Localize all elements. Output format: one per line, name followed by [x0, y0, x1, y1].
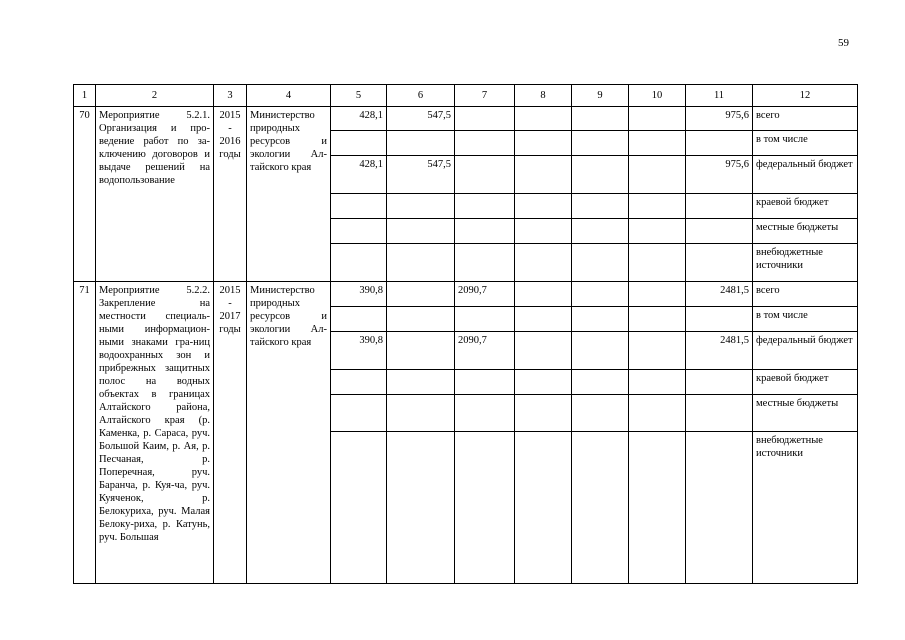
value-cell — [331, 194, 387, 219]
value-cell — [515, 194, 572, 219]
value-cell — [455, 107, 515, 131]
page-number: 59 — [838, 37, 849, 49]
value-cell — [331, 370, 387, 395]
value-cell — [455, 307, 515, 332]
value-cell: 2481,5 — [686, 332, 753, 370]
row-number: 70 — [74, 107, 96, 282]
value-cell — [629, 282, 686, 307]
value-cell — [629, 432, 686, 584]
funding-source: краевой бюджет — [753, 194, 858, 219]
value-cell — [629, 107, 686, 131]
funding-source: местные бюджеты — [753, 395, 858, 432]
header-cell: 5 — [331, 85, 387, 107]
activity-executor: Министерство природных ресурсов и экологии Ал-тайского края — [247, 282, 331, 584]
value-cell: 428,1 — [331, 107, 387, 131]
value-cell: 428,1 — [331, 156, 387, 194]
table-row — [74, 282, 858, 307]
value-cell — [515, 370, 572, 395]
value-cell — [572, 395, 629, 432]
value-cell — [387, 370, 455, 395]
value-cell: 390,8 — [331, 332, 387, 370]
value-cell: 975,6 — [686, 156, 753, 194]
funding-source: всего — [753, 107, 858, 131]
activity-name: Мероприятие 5.2.2. Закрепление на местности специаль-ными информацион-ными знаками гра-ниц водоохранных зон и прибрежных защитных полос на водных объектах в границах Алтайского района, Алтайского края (р. Каменка, р. Сараса, руч. Большой Каим, р. Ая, р. Песчаная, р. Поперечная, руч. Баранча, р. Куя-ча, руч. Куяченок, р. Белокуриха, руч. Малая Белоку-риха, р. Катунь, руч. Большая — [96, 282, 214, 584]
value-cell — [629, 395, 686, 432]
value-cell — [515, 395, 572, 432]
value-cell — [629, 244, 686, 282]
funding-source: всего — [753, 282, 858, 307]
header-cell: 4 — [247, 85, 331, 107]
value-cell — [515, 219, 572, 244]
value-cell — [515, 307, 572, 332]
value-cell — [455, 219, 515, 244]
value-cell — [572, 370, 629, 395]
value-cell — [387, 219, 455, 244]
funding-source: местные бюджеты — [753, 219, 858, 244]
value-cell — [515, 156, 572, 194]
value-cell — [686, 395, 753, 432]
header-row — [74, 85, 858, 107]
funding-source: в том числе — [753, 131, 858, 156]
activity-executor: Министерство природных ресурсов и экологии Ал-тайского края — [247, 107, 331, 282]
value-cell — [572, 432, 629, 584]
activity-years: 2015 - 2017 годы — [214, 282, 247, 584]
value-cell — [331, 244, 387, 282]
value-cell — [572, 156, 629, 194]
funding-source: федеральный бюджет — [753, 156, 858, 194]
value-cell — [629, 194, 686, 219]
value-cell — [387, 244, 455, 282]
value-cell — [331, 432, 387, 584]
value-cell: 975,6 — [686, 107, 753, 131]
value-cell — [515, 131, 572, 156]
value-cell — [686, 370, 753, 395]
value-cell — [455, 395, 515, 432]
value-cell — [572, 107, 629, 131]
value-cell — [572, 194, 629, 219]
value-cell — [686, 131, 753, 156]
table-row — [74, 107, 858, 131]
value-cell — [455, 370, 515, 395]
program-table — [73, 84, 858, 584]
funding-source: федеральный бюджет — [753, 332, 858, 370]
value-cell: 2481,5 — [686, 282, 753, 307]
value-cell: 547,5 — [387, 107, 455, 131]
value-cell — [331, 307, 387, 332]
value-cell — [455, 432, 515, 584]
header-cell: 2 — [96, 85, 214, 107]
header-cell: 8 — [515, 85, 572, 107]
value-cell — [387, 432, 455, 584]
value-cell — [387, 282, 455, 307]
header-cell: 3 — [214, 85, 247, 107]
value-cell — [515, 244, 572, 282]
value-cell — [686, 432, 753, 584]
header-cell: 9 — [572, 85, 629, 107]
funding-source: краевой бюджет — [753, 370, 858, 395]
value-cell — [686, 194, 753, 219]
value-cell — [387, 332, 455, 370]
value-cell — [331, 131, 387, 156]
value-cell — [515, 107, 572, 131]
header-cell: 12 — [753, 85, 858, 107]
value-cell: 390,8 — [331, 282, 387, 307]
funding-source: внебюджетные источники — [753, 244, 858, 282]
value-cell — [515, 332, 572, 370]
value-cell: 2090,7 — [455, 332, 515, 370]
header-cell: 6 — [387, 85, 455, 107]
value-cell — [387, 307, 455, 332]
header-cell: 7 — [455, 85, 515, 107]
value-cell — [629, 156, 686, 194]
value-cell: 2090,7 — [455, 282, 515, 307]
header-cell: 10 — [629, 85, 686, 107]
row-number: 71 — [74, 282, 96, 584]
value-cell — [572, 219, 629, 244]
value-cell — [572, 282, 629, 307]
value-cell — [572, 307, 629, 332]
value-cell — [629, 219, 686, 244]
value-cell — [686, 307, 753, 332]
value-cell — [572, 244, 629, 282]
value-cell — [686, 219, 753, 244]
value-cell — [387, 131, 455, 156]
value-cell — [455, 244, 515, 282]
value-cell — [455, 194, 515, 219]
value-cell: 547,5 — [387, 156, 455, 194]
value-cell — [515, 432, 572, 584]
value-cell — [686, 244, 753, 282]
value-cell — [387, 395, 455, 432]
value-cell — [515, 282, 572, 307]
header-cell: 1 — [74, 85, 96, 107]
value-cell — [387, 194, 455, 219]
value-cell — [455, 131, 515, 156]
funding-source: внебюджетные источники — [753, 432, 858, 584]
funding-source: в том числе — [753, 307, 858, 332]
value-cell — [629, 370, 686, 395]
value-cell — [572, 332, 629, 370]
value-cell — [572, 131, 629, 156]
activity-years: 2015 - 2016 годы — [214, 107, 247, 282]
value-cell — [629, 307, 686, 332]
value-cell — [455, 156, 515, 194]
activity-name: Мероприятие 5.2.1. Организация и про-ведение работ по за-ключению договоров и выдаче решений на водопользование — [96, 107, 214, 282]
value-cell — [629, 131, 686, 156]
header-cell: 11 — [686, 85, 753, 107]
value-cell — [331, 219, 387, 244]
value-cell — [629, 332, 686, 370]
value-cell — [331, 395, 387, 432]
